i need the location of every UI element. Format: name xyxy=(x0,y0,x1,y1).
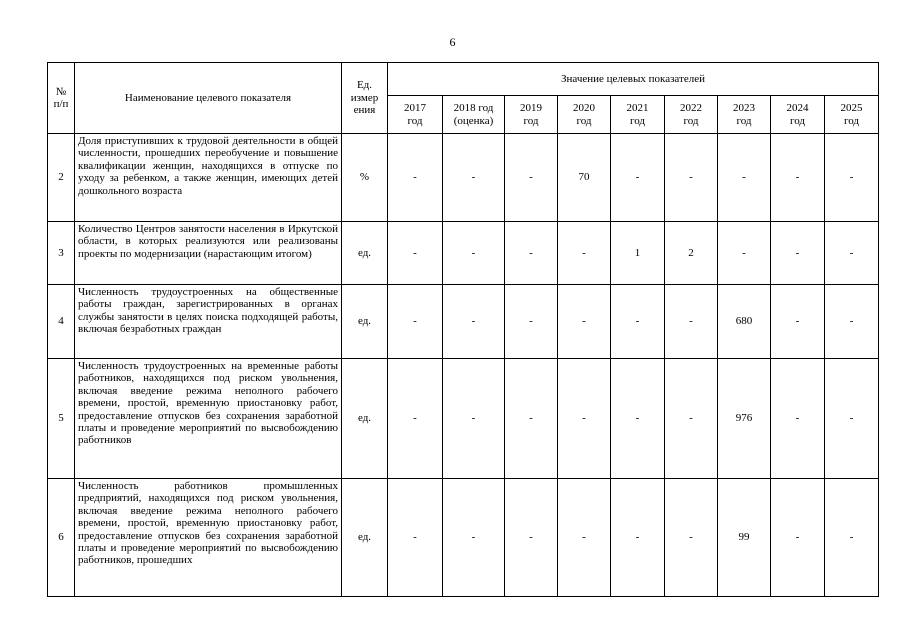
row-number: 3 xyxy=(48,222,75,285)
row-number: 5 xyxy=(48,359,75,479)
value-cell: - xyxy=(388,222,443,285)
value-cell: - xyxy=(825,359,879,479)
value-cell: - xyxy=(611,285,665,359)
value-cell: 1 xyxy=(611,222,665,285)
value-cell: - xyxy=(443,479,505,597)
value-cell: 680 xyxy=(718,285,771,359)
value-cell: - xyxy=(665,285,718,359)
header-year: 2018 год (оценка) xyxy=(443,96,505,134)
header-year: 2021 год xyxy=(611,96,665,134)
value-cell: - xyxy=(388,479,443,597)
page-number: 6 xyxy=(449,35,456,49)
indicator-name: Доля приступивших к трудовой деятельности в общей численности, прошедших переобучение и повышение квалификации женщин, находящихся в отпуске по уходу за ребенком, а также женщин, имеющих детей дошкольного возраста xyxy=(75,134,342,222)
value-cell: - xyxy=(665,479,718,597)
header-year: 2019 год xyxy=(505,96,558,134)
header-values-title: Значение целевых показателей xyxy=(388,63,879,96)
value-cell: - xyxy=(558,285,611,359)
header-name: Наименование целевого показателя xyxy=(75,63,342,134)
header-year: 2023 год xyxy=(718,96,771,134)
value-cell: - xyxy=(505,359,558,479)
value-cell: - xyxy=(505,134,558,222)
value-cell: - xyxy=(505,479,558,597)
value-cell: - xyxy=(505,222,558,285)
value-cell: 976 xyxy=(718,359,771,479)
value-cell: - xyxy=(825,134,879,222)
unit: % xyxy=(342,134,388,222)
value-cell: - xyxy=(388,359,443,479)
indicator-name: Количество Центров занятости населения в Иркутской области, в которых реализуются или реализованы проекты по модернизации (нарастающим итогом) xyxy=(75,222,342,285)
unit: ед. xyxy=(342,479,388,597)
value-cell: - xyxy=(771,222,825,285)
header-year: 2022 год xyxy=(665,96,718,134)
header-year: 2017 год xyxy=(388,96,443,134)
value-cell: - xyxy=(665,134,718,222)
value-cell: - xyxy=(388,134,443,222)
value-cell: 99 xyxy=(718,479,771,597)
header-num: № п/п xyxy=(48,63,75,134)
unit: ед. xyxy=(342,222,388,285)
value-cell: - xyxy=(558,479,611,597)
header-unit: Ед. измер ения xyxy=(342,63,388,134)
value-cell: - xyxy=(771,359,825,479)
row-number: 2 xyxy=(48,134,75,222)
value-cell: 70 xyxy=(558,134,611,222)
target-indicators-table xyxy=(47,62,879,597)
unit: ед. xyxy=(342,285,388,359)
header-year: 2020 год xyxy=(558,96,611,134)
value-cell: - xyxy=(665,359,718,479)
indicator-name: Численность трудоустроенных на общественные работы граждан, зарегистрированных в органах службы занятости в целях поиска подходящей работы, включая безработных граждан xyxy=(75,285,342,359)
value-cell: - xyxy=(611,359,665,479)
row-number: 6 xyxy=(48,479,75,597)
value-cell: - xyxy=(771,134,825,222)
value-cell: - xyxy=(825,479,879,597)
value-cell: - xyxy=(718,222,771,285)
value-cell: - xyxy=(443,285,505,359)
header-year: 2024 год xyxy=(771,96,825,134)
unit: ед. xyxy=(342,359,388,479)
table-row xyxy=(48,222,879,285)
value-cell: - xyxy=(443,134,505,222)
value-cell: - xyxy=(825,222,879,285)
value-cell: - xyxy=(443,359,505,479)
value-cell: - xyxy=(771,285,825,359)
value-cell: - xyxy=(771,479,825,597)
value-cell: - xyxy=(825,285,879,359)
value-cell: - xyxy=(611,134,665,222)
value-cell: - xyxy=(718,134,771,222)
row-number: 4 xyxy=(48,285,75,359)
value-cell: 2 xyxy=(665,222,718,285)
header-row xyxy=(48,63,879,96)
value-cell: - xyxy=(505,285,558,359)
value-cell: - xyxy=(558,359,611,479)
indicator-name: Численность трудоустроенных на временные работы работников, находящихся под риском увольнения, включая введение режима неполного рабочего времени, простой, временную приостановку работ, предоставление отпусков без сохранения заработной платы и проведение мероприятий по высвобождению работников xyxy=(75,359,342,479)
table-row xyxy=(48,134,879,222)
table-row xyxy=(48,359,879,479)
table-row xyxy=(48,479,879,597)
value-cell: - xyxy=(388,285,443,359)
value-cell: - xyxy=(443,222,505,285)
value-cell: - xyxy=(558,222,611,285)
table-row xyxy=(48,285,879,359)
header-year: 2025 год xyxy=(825,96,879,134)
value-cell: - xyxy=(611,479,665,597)
indicator-name: Численность работников промышленных предприятий, находящихся под риском увольнения, включая введение режима неполного рабочего времени, простой, временную приостановку работ, предоставление отпусков без сохранения заработной платы и проведение мероприятий по высвобождению работников, прошедших xyxy=(75,479,342,597)
